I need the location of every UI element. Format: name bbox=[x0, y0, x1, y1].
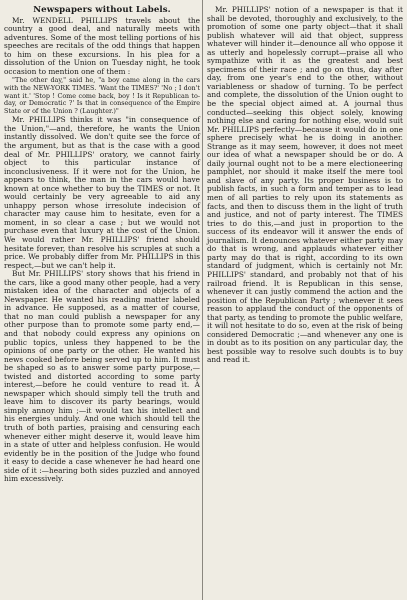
paragraph-4: Mr. PHILLIPS' notion of a newspaper is that it shall be devoted, thoroughly and exclusively, to the promotion of some one party object—that it shall publish whatever will aid that object, suppress whatever will hinder it—denounce all who oppose it as utterly and hopelessly corrupt—praise all who sympathize with it as the greatest and best specimens of their race ; and go on thus, day after day, from one year's end to the other, without variableness or shadow of turning. To be perfect and complete, the dissolution of the Union ought to be the special object aimed at. A journal thus conducted—seeking this object solely, knowing nothing else and caring for nothing else, would suit Mr. PHILLIPS perfectly—because it would do in one sphere precisely what he is doing in another. Strange as it may seem, however, it does not meet our idea of what a newspaper should be or do. A daily journal ought not to be a mere electioneering pamphlet, nor should it make itself the mere tool and slave of any party. Its proper business is to publish facts, in such a form and temper as to lead men of all parties to rely upon its statements as facts, and then to discuss them in the light of truth and justice, and not of party interest. The TIMES tries to do this,—and just in proportion to the success of its endeavor will it answer the ends of journalism. It denounces whatever either party may do that is wrong, and applauds whatever either party may do that is right, according to its own standard of judgment, which is certainly not Mr. PHILLIPS' standard, and probably not that of his railroad friend. It is Republican in this sense, whenever it can justly commend the action and the position of the Republican Party ; whenever it sees reason to applaud the conduct of the opponents of that party, as tending to promote the public welfare, it will not hesitate to do so, even at the risk of being considered Democratic ;—and whenever any one is in doubt as to its position on any particular day, the best possible way to resolve such doubts is to buy and read it. bbox=[207, 5, 403, 365]
column-divider bbox=[202, 0, 203, 600]
right-column bbox=[207, 6, 403, 365]
quotation-paragraph: "The other day," said he, "a boy came along in the cars with the NEW-YORK TIMES. 'Want the TIMES?' 'No ; I don't want it.' 'Stop ! Come come back, boy ! Is it Republican to-day, or Democratic ?' Is that in consequence of the Empire State or of the Union ? (Laughter.)" bbox=[4, 76, 200, 115]
paragraph-3: But Mr. PHILLIPS' story shows that his friend in the cars, like a good many other people, had a very mistaken idea of the character and objects of a Newspaper. He wanted his reading matter labeled in advance. He supposed, as a matter of course, that no man could publish a newspaper for any other purpose than to promote some party end,—and that nobody could express any opinions on public topics, unless they happened to be the opinions of one party or the other. He wanted his news cooked before being served up to him. It must be shaped so as to answer some party purpose,—twisted and distorted according to some party interest,—before he could venture to read it. A newspaper which should simply tell the truth and leave him to discover its party bearings, would simply annoy him ;—it would tax his intellect and his energies unduly. And one which should tell the truth of both parties, praising and censuring each whenever either might deserve it, would leave him in a state of utter and helpless confusion. He would evidently be in the position of the Judge who found it easy to decide a case whenever he had heard one side of it :—hearing both sides puzzled and annoyed him excessively. bbox=[4, 269, 200, 484]
left-column bbox=[4, 6, 200, 484]
article-headline: Newspapers without Labels. bbox=[33, 5, 171, 15]
paragraph-2: Mr. PHILLIPS thinks it was "in consequence of the Union,"—and, therefore, he wants the Union instantly dissolved. We don't quite see the force of the argument, but as that is the case with a good deal of Mr. PHILLIPS' oratory, we cannot fairly object to this particular instance of inconclusiveness. If it were not for the Union, he appears to think, the man in the cars would have known at once whether to buy the TIMES or not. It would certainly be very agreeable to aid any unhappy person whose irresolute indecision of character may cause him to hesitate, even for a moment, in so clear a case ; but we would not purchase even that luxury at the cost of the Union. We would rather Mr. PHILLIPS' friend should hesitate forever, than resolve his scruples at such a price. We probably differ from Mr. PHILLIPS in this respect,—but we can't help it. bbox=[4, 115, 200, 270]
paragraph-1: Mr. WENDELL PHILLIPS travels about the country a good deal, and naturally meets with adventures. Some of the most telling portions of his speeches are recitals of the odd things that happen to him on these excursions. In his plea for a dissolution of the Union on Tuesday night, he took occasion to mention one of them : bbox=[4, 15, 200, 76]
